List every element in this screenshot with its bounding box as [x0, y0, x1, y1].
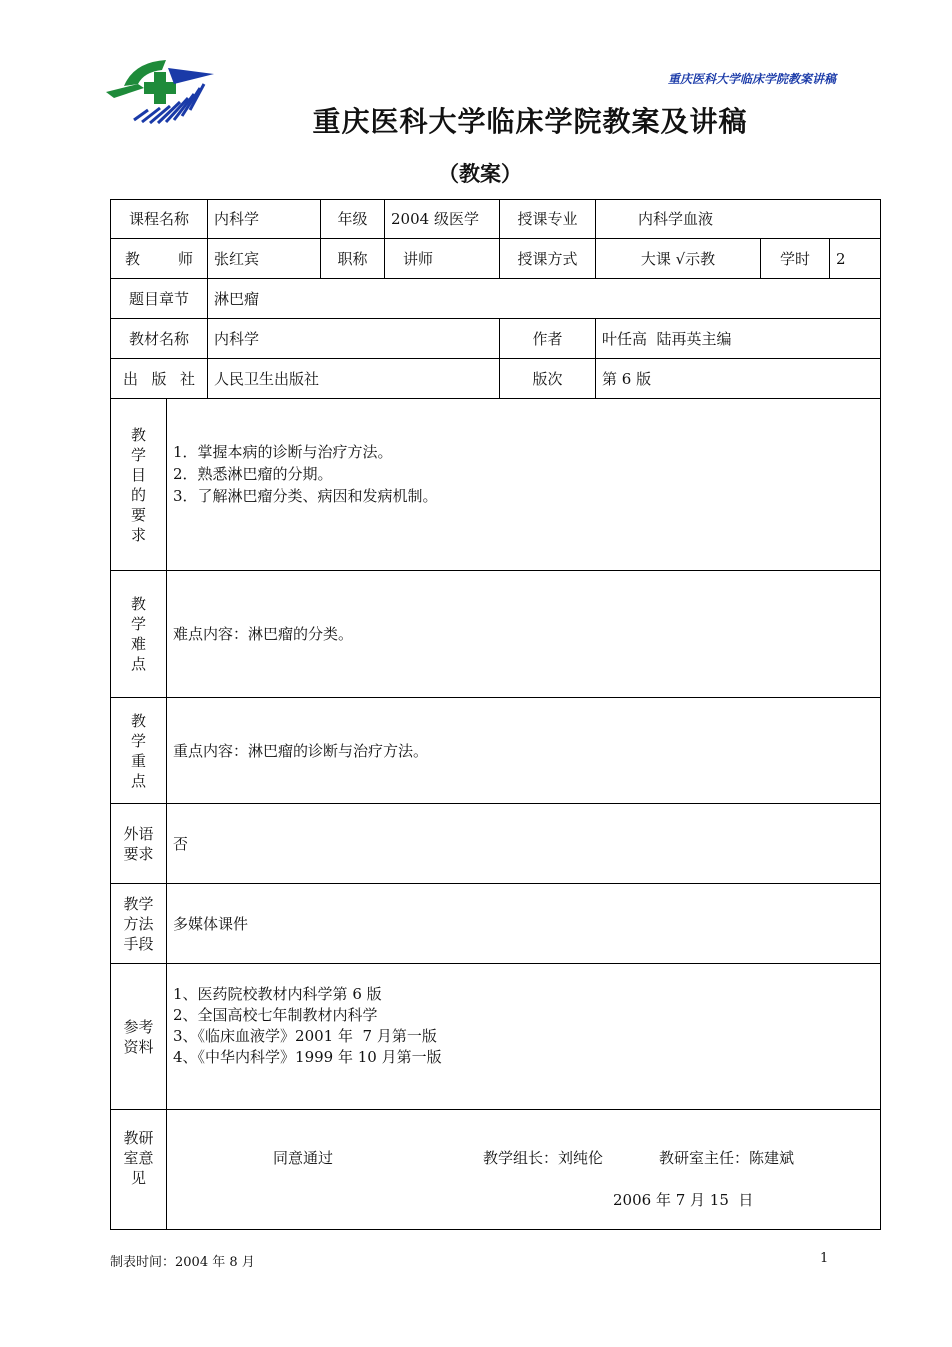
document-title: 重庆医科大学临床学院教案及讲稿	[312, 105, 748, 138]
review-approval: 同意通过	[273, 1149, 334, 1167]
key-points-label-char: 教	[130, 711, 146, 730]
objectives-label-char: 要	[130, 505, 146, 524]
difficulties-label-char: 学	[130, 615, 146, 633]
teacher-label-char: 教	[125, 249, 141, 268]
teacher-row	[111, 239, 881, 279]
objectives-label	[111, 399, 167, 571]
course-row	[111, 200, 881, 239]
key-points-label-char: 点	[130, 771, 146, 790]
objectives-content	[167, 399, 881, 571]
teaching-methods-label	[111, 884, 167, 964]
publisher-row	[111, 359, 881, 399]
foreign-language-label-line: 要求	[123, 844, 154, 863]
objectives-label-char: 求	[130, 525, 146, 544]
topic-label: 题目章节	[111, 279, 208, 319]
publisher-label-char: 出	[123, 369, 139, 388]
objective-item: 2．熟悉淋巴瘤的分期。	[173, 465, 333, 483]
key-points-row	[111, 698, 881, 804]
title-label: 职称	[321, 239, 385, 279]
review-director: 教研室主任：陈建斌	[659, 1149, 795, 1167]
objective-item: 1．掌握本病的诊断与治疗方法。	[173, 443, 393, 461]
difficulties-row	[111, 571, 881, 698]
lesson-plan-table	[110, 199, 881, 1230]
objective-item: 3．了解淋巴瘤分类、病因和发病机制。	[173, 487, 438, 505]
difficulties-label	[111, 571, 167, 698]
hours-value: 2	[830, 239, 881, 279]
method-label: 授课方式	[500, 239, 596, 279]
grade-label: 年级	[321, 200, 385, 239]
teaching-methods-label-line: 教学	[123, 894, 154, 913]
document-subtitle: （教案）	[438, 161, 522, 186]
hours-label: 学时	[761, 239, 830, 279]
textbook-label: 教材名称	[111, 319, 208, 359]
edition-label: 版次	[500, 359, 596, 399]
author-label: 作者	[500, 319, 596, 359]
review-group-leader: 教学组长：刘纯伦	[483, 1149, 604, 1167]
review-date: 2006 年 7 月 15 日	[613, 1191, 754, 1209]
university-logo	[104, 54, 216, 126]
review-label-line: 见	[130, 1169, 146, 1187]
method-value: 大课 √示教	[596, 239, 761, 279]
references-label	[111, 964, 167, 1110]
foreign-language-label	[111, 804, 167, 884]
review-label-line: 室意	[123, 1149, 154, 1167]
author-value: 叶任高 陆再英主编	[596, 319, 881, 359]
teaching-methods-value: 多媒体课件	[167, 884, 881, 964]
objectives-label-char: 目	[130, 465, 146, 484]
teaching-methods-label-line: 方法	[123, 914, 154, 933]
review-label	[111, 1110, 167, 1230]
grade-value: 2004 级医学	[385, 200, 500, 239]
institution-tag: 重庆医科大学临床学院教案讲稿	[667, 72, 836, 86]
difficulties-label-char: 教	[130, 595, 146, 613]
references-label-line: 资料	[123, 1037, 154, 1056]
teacher-value: 张红宾	[208, 239, 321, 279]
major-label: 授课专业	[500, 200, 596, 239]
references-row	[111, 964, 881, 1110]
review-content	[167, 1110, 881, 1230]
references-label-line: 参考	[123, 1017, 154, 1036]
textbook-value: 内科学	[208, 319, 500, 359]
objectives-label-char: 的	[130, 485, 146, 504]
key-points-label	[111, 698, 167, 804]
difficulties-label-char: 点	[130, 655, 146, 673]
edition-value: 第 6 版	[596, 359, 881, 399]
foreign-language-value: 否	[167, 804, 881, 884]
key-points-label-char: 学	[130, 731, 146, 750]
course-label: 课程名称	[111, 200, 208, 239]
teaching-methods-row	[111, 884, 881, 964]
foreign-language-row	[111, 804, 881, 884]
teacher-label	[111, 239, 208, 279]
title-value: 讲师	[385, 239, 500, 279]
difficulties-value: 难点内容：淋巴瘤的分类。	[167, 571, 881, 698]
topic-row	[111, 279, 881, 319]
reference-item: 3、《临床血液学》2001 年 7 月第一版	[173, 1027, 437, 1045]
publisher-value: 人民卫生出版社	[208, 359, 500, 399]
reference-item: 2、全国高校七年制教材内科学	[173, 1006, 378, 1024]
reference-item: 1、医药院校教材内科学第 6 版	[173, 985, 382, 1003]
difficulties-label-char: 难	[130, 635, 146, 653]
teacher-label-char: 师	[178, 249, 194, 268]
foreign-language-label-line: 外语	[123, 824, 154, 843]
form-made-time: 制表时间：2004 年 8 月	[110, 1255, 255, 1270]
references-content	[167, 964, 881, 1110]
topic-value: 淋巴瘤	[208, 279, 881, 319]
publisher-label-char: 社	[180, 369, 196, 388]
key-points-label-char: 重	[130, 751, 146, 770]
teaching-methods-label-line: 手段	[123, 934, 154, 953]
textbook-row	[111, 319, 881, 359]
course-value: 内科学	[208, 200, 321, 239]
major-value: 内科学血液	[596, 200, 881, 239]
review-label-line: 教研	[123, 1129, 154, 1147]
key-points-value: 重点内容：淋巴瘤的诊断与治疗方法。	[167, 698, 881, 804]
objectives-row	[111, 399, 881, 571]
page-number: 1	[820, 1251, 829, 1266]
publisher-label-char: 版	[151, 369, 167, 388]
publisher-label	[111, 359, 208, 399]
review-row	[111, 1110, 881, 1230]
objectives-label-char: 教	[130, 425, 146, 444]
reference-item: 4、《中华内科学》1999 年 10 月第一版	[173, 1048, 442, 1066]
objectives-label-char: 学	[130, 445, 146, 464]
